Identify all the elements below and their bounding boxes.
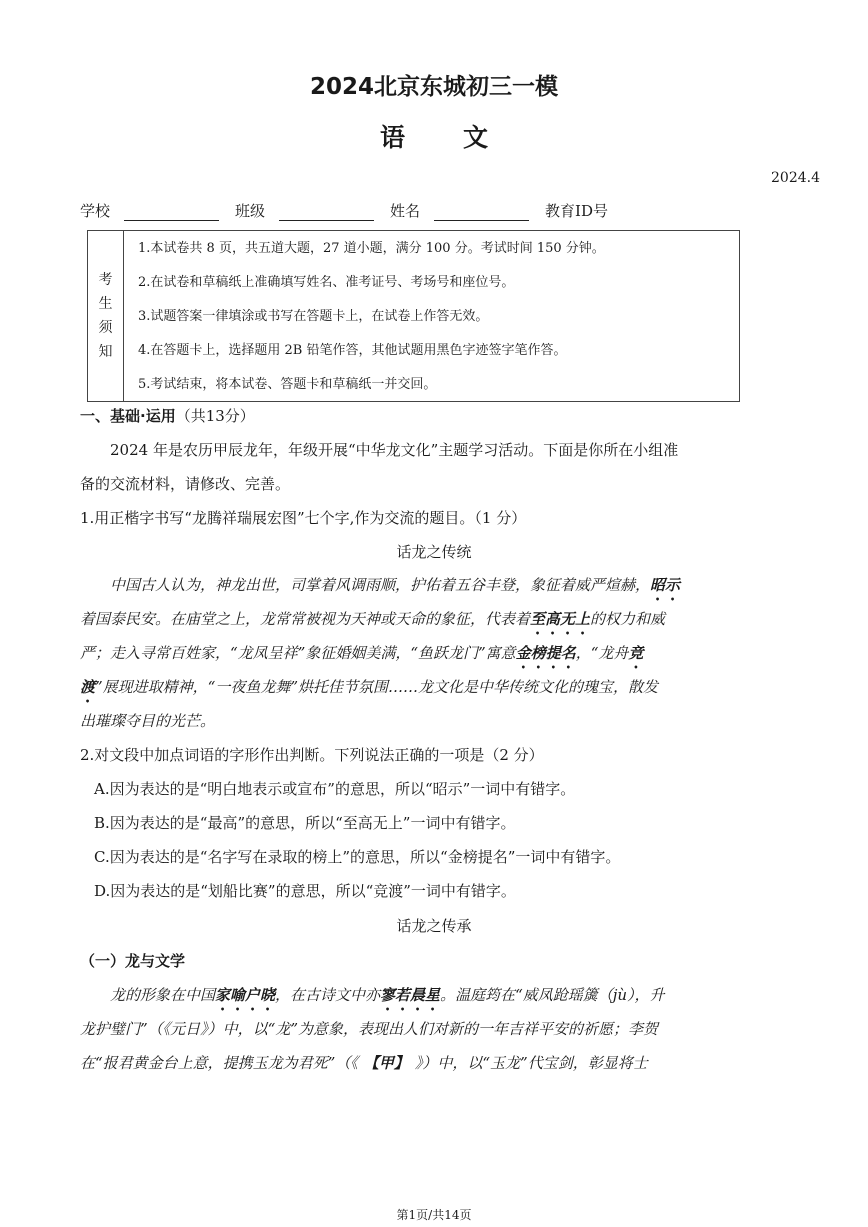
text-run: ，“龙舟 [575,644,629,662]
paragraph-line [80,602,786,636]
id-label: 教育ID号 [545,202,608,220]
notice-label-char: 须 [98,320,113,336]
text-run: 龙的形象在中国 [110,986,216,1004]
notice-label-char: 考 [98,272,113,288]
dotted-word: 昭示 [650,576,681,594]
notice-item: 5.考试结束，将本试卷、答题卡和草稿纸一并交回。 [138,377,437,392]
part-heading: （一）龙与文学 [80,952,186,970]
section-heading [80,405,255,426]
section-title: 一、基础·运用 [80,407,176,425]
paragraph-line: 龙护璧门”（《元日》）中，以“龙”为意象，表现出人们对新的一年吉祥平安的祈愿；李贺 [80,1020,659,1038]
intro-line: 备的交流材料，请修改、完善。 [80,475,291,493]
paragraph-line [80,636,786,670]
notice-item: 3.试题答案一律填涂或书写在答题卡上，在试卷上作答无效。 [138,309,489,324]
dotted-word: 至高无上 [530,610,591,628]
text-run: ”展现进取精神，“一夜鱼龙舞”烘托佳节氛围……龙文化是中华传统文化的瑰宝，散发 [95,678,659,696]
text-run: 。温庭筠在“威凤跄瑶簴（jù），升 [440,986,665,1004]
name-blank[interactable] [434,206,529,221]
section-score: （共13分） [175,407,255,425]
exam-notice-box [87,230,740,402]
name-label: 姓名 [390,202,421,220]
answer-blank-jia[interactable]: 【甲】 [358,1046,415,1080]
text-run: ，在古诗文中亦 [275,986,381,1004]
class-blank[interactable] [279,206,374,221]
dotted-word: 金榜提名 [515,644,576,662]
text-run: 中国古人认为，神龙出世，司掌着风调雨顺，护佑着五谷丰登，象征着威严煊赫， [110,576,651,594]
school-label: 学校 [80,202,111,220]
notice-label [88,231,124,401]
paragraph-line [80,670,786,704]
notice-item: 1.本试卷共 8 页，共五道大题，27 道小题，满分 100 分。考试时间 150 分钟。 [138,241,605,256]
question-1: 1.用正楷字书写“龙腾祥瑞展宏图”七个字,作为交流的题目。（1 分） [80,509,527,527]
dotted-word: 家喻户晓 [215,986,276,1004]
notice-label-char: 知 [98,344,113,360]
paragraph-line [80,1046,786,1080]
notice-item: 4.在答题卡上，选择题用 2B 铅笔作答，其他试题用黑色字迹签字笔作答。 [138,343,567,358]
paragraph-line [80,978,786,1012]
text-run: 》）中，以“玉龙”代宝剑，彰显将士 [414,1054,648,1072]
subheading-inheritance: 话龙之传承 [396,917,472,935]
dotted-word: 竞 [628,644,644,662]
notice-items [138,239,605,409]
text-run: 着国泰民安。在庙堂之上，龙常常被视为天神或天命的象征，代表着 [80,610,531,628]
paragraph-line [80,568,786,602]
school-blank[interactable] [124,206,219,221]
option-d[interactable]: D.因为表达的是“划船比赛”的意思，所以“竞渡”一词中有错字。 [94,882,516,900]
intro-line: 2024 年是农历甲辰龙年，年级开展“中华龙文化”主题学习活动。下面是你所在小组准 [110,441,679,459]
option-a[interactable]: A.因为表达的是“明白地表示或宣布”的意思，所以“昭示”一词中有错字。 [94,780,576,798]
subject-title: 语文 [379,123,546,152]
exam-title: 2024北京东城初三一模 [309,74,558,100]
notice-item: 2.在试卷和草稿纸上准确填写姓名、准考证号、考场号和座位号。 [138,275,515,290]
option-b[interactable]: B.因为表达的是“最高”的意思，所以“至高无上”一词中有错字。 [94,814,516,832]
notice-label-char: 生 [98,296,113,312]
text-run: 严；走入寻常百姓家，“龙凤呈祥”象征婚姻美满，“鱼跃龙门”寓意 [80,644,516,662]
literature-paragraph [80,978,786,1080]
text-run: 在“报君黄金台上意，提携玉龙为君死”（《 [80,1054,358,1072]
student-info-row [80,200,608,221]
question-2: 2.对文段中加点词语的字形作出判断。下列说法正确的一项是（2 分） [80,746,544,764]
question-2-block [80,738,786,908]
intro-paragraph [80,433,786,535]
exam-date: 2024.4 [771,170,820,186]
text-run: 的权力和威 [590,610,666,628]
tradition-paragraph [80,568,786,738]
option-c[interactable]: C.因为表达的是“名字写在录取的榜上”的意思，所以“金榜提名”一词中有错字。 [94,848,621,866]
subheading-tradition: 话龙之传统 [396,543,472,561]
dotted-word: 寥若晨星 [380,986,441,1004]
page-footer: 第1页/共14页 [396,1208,472,1222]
dotted-word: 渡 [80,678,96,696]
class-label: 班级 [235,202,266,220]
paragraph-line: 出璀璨夺目的光芒。 [80,712,216,730]
